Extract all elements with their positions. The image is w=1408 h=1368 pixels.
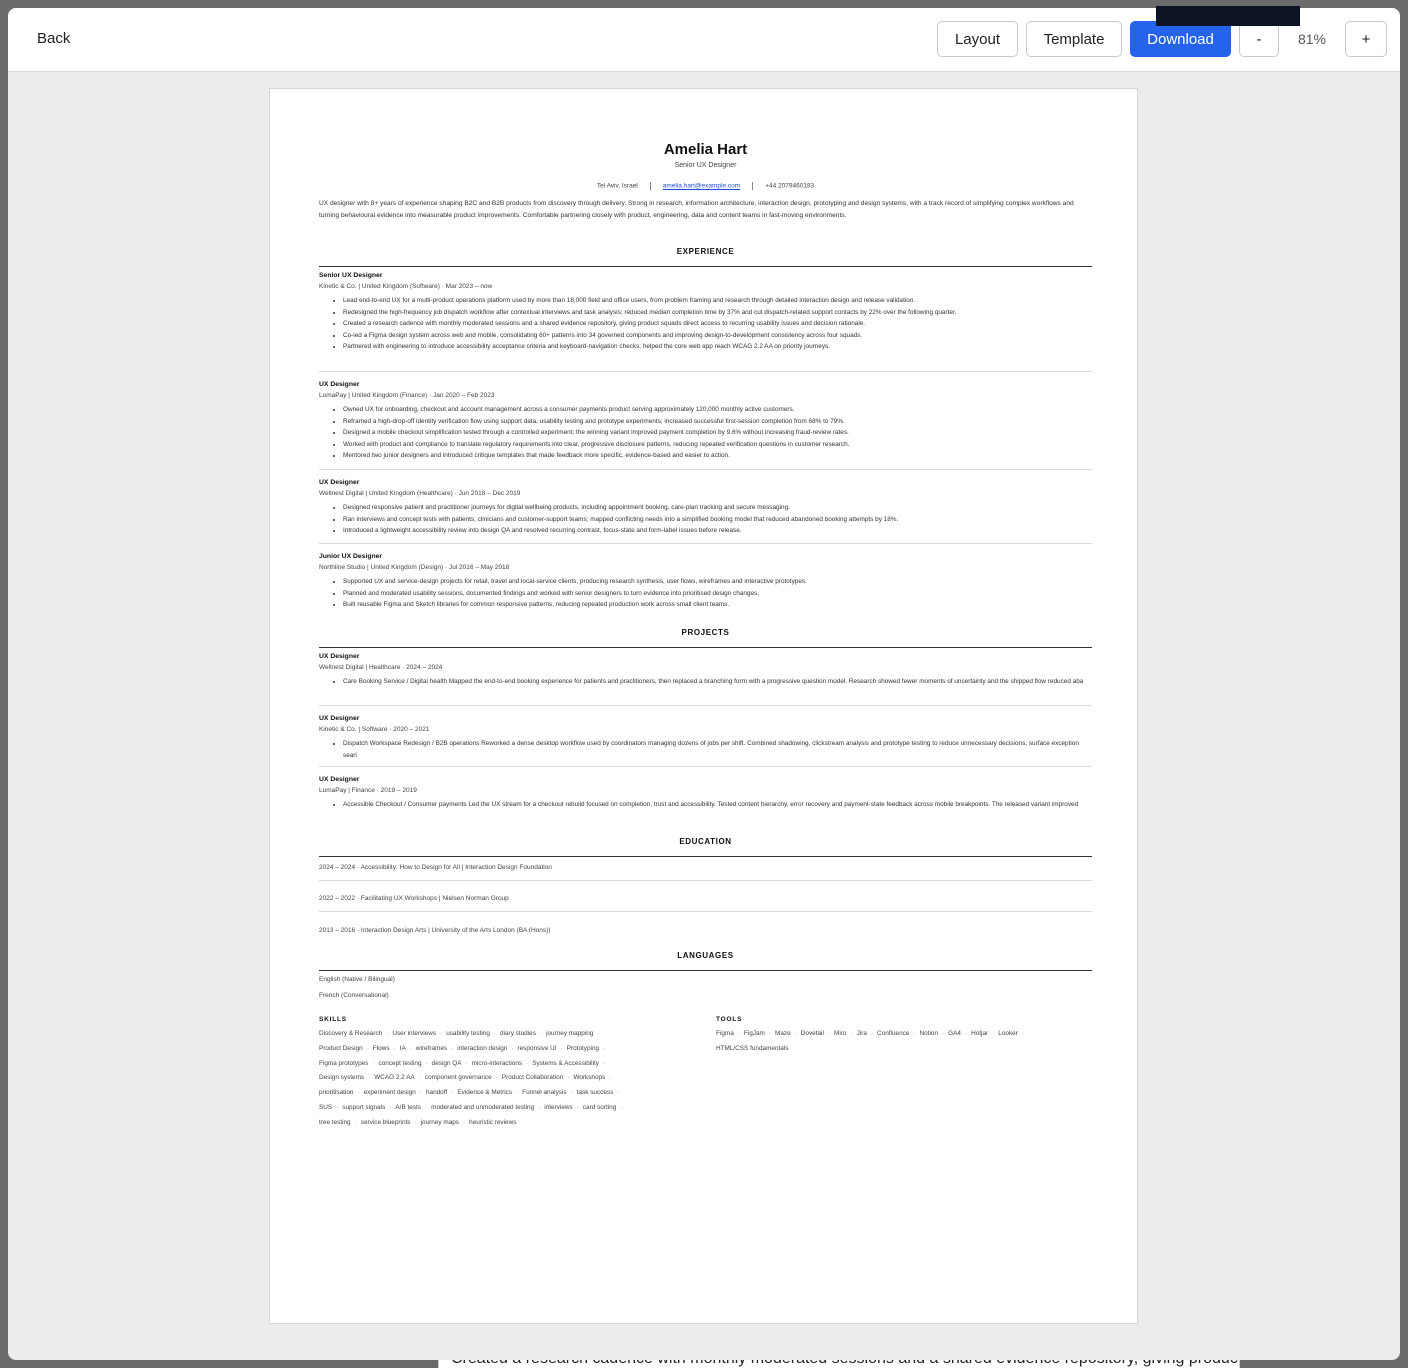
separator-dot: · xyxy=(451,1044,454,1052)
skill-item: Flows xyxy=(372,1044,390,1052)
language-item: French (Conversational) xyxy=(319,992,389,999)
bullet: • Partnered with engineering to introduce accessibility acceptance criteria and keyboard-navigation checks; helped the core web app reach WCAG 2.2 AA on priority journeys. xyxy=(343,341,1092,353)
zoom-out-button[interactable]: - xyxy=(1239,21,1279,57)
separator-dot: · xyxy=(366,1044,369,1052)
entry-divider xyxy=(319,766,1092,767)
skill-item: Discovery & Research xyxy=(319,1030,383,1037)
entry-bullets xyxy=(319,676,1092,688)
back-button[interactable]: Back xyxy=(37,30,71,47)
skill-item: Looker xyxy=(998,1030,1018,1037)
education-item: 2022 – 2022 · Facilitating UX Workshops | Nielsen Norman Group xyxy=(319,895,509,902)
skill-item: SUS xyxy=(319,1103,333,1111)
separator-dot: · xyxy=(538,1103,541,1111)
skill-item: moderated and unmoderated testing xyxy=(431,1103,535,1111)
contact-divider xyxy=(752,182,753,190)
separator-dot: · xyxy=(870,1030,874,1037)
skill-item: User interviews xyxy=(392,1030,437,1037)
skills-line xyxy=(319,1071,699,1086)
bullet: • Worked with product and compliance to translate regulatory requirements into clear, progressive disclosure patterns, reducing repeated verification questions in customer research. xyxy=(343,439,1092,451)
skill-item: card sorting xyxy=(582,1103,617,1111)
tools-list xyxy=(716,1027,1092,1057)
bullet: • Lead end-to-end UX for a multi-product operations platform used by more than 18,000 field and office users, from problem framing and research through detailed interaction design and release validation. xyxy=(343,295,1092,307)
separator-dot: · xyxy=(609,1074,612,1082)
separator-dot: · xyxy=(768,1030,771,1037)
entry-bullets xyxy=(319,404,1092,462)
skill-item: interaction design xyxy=(457,1044,508,1052)
project-entry xyxy=(319,713,1092,761)
languages-rule xyxy=(319,970,1092,971)
skill-item: HTML/CSS fundamentals xyxy=(716,1044,789,1052)
preview-modal xyxy=(8,8,1400,1360)
separator-dot: · xyxy=(617,1089,620,1097)
entry-meta: Wellnest Digital | Healthcare · 2024 – 2024 xyxy=(319,664,443,671)
skill-item: interviews xyxy=(544,1103,573,1111)
separator-dot: · xyxy=(964,1030,968,1037)
languages-heading: LANGUAGES xyxy=(677,951,734,960)
project-entry xyxy=(319,651,1092,688)
projects-rule xyxy=(319,647,1092,648)
skill-item: service blueprints xyxy=(360,1118,411,1126)
skills-line xyxy=(319,1057,699,1072)
experience-rule xyxy=(319,266,1092,267)
entry-meta: Kinetic & Co. | United Kingdom (Software) · Mar 2023 – now xyxy=(319,283,493,290)
skills-line xyxy=(319,1086,699,1101)
entry-divider xyxy=(319,543,1092,544)
separator-dot: · xyxy=(576,1103,579,1111)
experience-entry xyxy=(319,477,1092,537)
skill-item: Prototyping xyxy=(566,1044,600,1052)
skill-item: journey maps xyxy=(420,1118,460,1126)
contact-line xyxy=(319,182,1092,190)
separator-dot: · xyxy=(451,1089,454,1097)
contact-location: Tel Aviv, Israel xyxy=(596,182,638,190)
entry-meta: LumaPay | United Kingdom (Finance) · Jan 2020 – Feb 2023 xyxy=(319,392,495,399)
entry-title: Senior UX Designer xyxy=(319,272,383,279)
separator-dot: · xyxy=(603,1044,606,1052)
skill-item: component governance xyxy=(424,1074,492,1082)
skill-item: IA xyxy=(399,1044,406,1052)
entry-bullets xyxy=(319,738,1092,761)
bullet: • Co-led a Figma design system across web and mobile, consolidating 60+ patterns into 34 governed components and improving design-to-development consistency across four squads. xyxy=(343,330,1092,342)
separator-dot: · xyxy=(560,1044,563,1052)
skill-item: wireframes xyxy=(415,1044,448,1052)
skill-item: Systems & Accessibility xyxy=(532,1059,599,1067)
skill-item: FigJam xyxy=(743,1030,765,1037)
skill-item: heuristic reviews xyxy=(469,1118,517,1126)
skill-item: journey mapping xyxy=(546,1030,594,1037)
bullet: • Planned and moderated usability sessions, documented findings and worked with senior designers to turn evidence into prioritised design changes. xyxy=(343,588,1092,600)
entry-divider xyxy=(319,705,1092,706)
bullet: • Redesigned the high-frequency job dispatch workflow after contextual interviews and task analysis; reduced median completion time by 37% and cut dispatch-related support contacts by 22% over the following quarter. xyxy=(343,307,1092,319)
entry-divider xyxy=(319,880,1092,881)
bullet: • Accessible Checkout / Consumer payments Led the UX stream for a checkout rebuild focused on completion, trust and accessibility. Tested content hierarchy, error recovery and payment-state feedback across mobile breakpoints. The released variant improved xyxy=(343,799,1092,811)
bullet: • Designed responsive patient and practitioner journeys for digital wellbeing products, including appointment booking, care-plan tracking and secure messaging. xyxy=(343,502,1092,514)
entry-divider xyxy=(319,911,1092,912)
bullet: • Mentored two junior designers and introduced critique templates that made feedback more specific, evidence-based and easier to action. xyxy=(343,450,1092,462)
bullet: • Reframed a high-drop-off identity verification flow using support data, usability testing and prototype experiments; increased successful first-session completion from 68% to 79%. xyxy=(343,416,1092,428)
separator-dot: · xyxy=(463,1118,466,1126)
entry-meta: LumaPay | Finance · 2019 – 2019 xyxy=(319,787,417,794)
skill-item: Notion xyxy=(919,1030,939,1037)
skills-line xyxy=(319,1101,699,1116)
separator-dot: · xyxy=(539,1030,543,1037)
separator-dot: · xyxy=(389,1103,392,1111)
skill-item: GA4 xyxy=(948,1030,961,1037)
skills-line xyxy=(716,1042,1092,1057)
skill-item: usability testing xyxy=(446,1030,490,1037)
entry-bullets xyxy=(319,799,1092,811)
separator-dot: · xyxy=(567,1074,570,1082)
project-entry xyxy=(319,774,1092,811)
contact-phone: +44 2079460183 xyxy=(765,182,815,190)
separator-dot: · xyxy=(336,1103,339,1111)
entry-meta: Kinetic & Co. | Software · 2020 – 2021 xyxy=(319,726,430,733)
skills-line xyxy=(319,1116,699,1131)
bullet: • Created a research cadence with monthly moderated sessions and a shared evidence repository, giving product squads direct access to recurring usability issues and decision rationale. xyxy=(343,318,1092,330)
education-rule xyxy=(319,856,1092,857)
entry-title: UX Designer xyxy=(319,479,360,486)
skill-item: Product Collaboration xyxy=(501,1074,564,1082)
skill-item: Confluence xyxy=(877,1030,910,1037)
bullet: • Introduced a lightweight accessibility review into design QA and resolved recurring contrast, focus-state and form-label issues before release. xyxy=(343,525,1092,537)
skill-item: design QA xyxy=(431,1059,462,1067)
separator-dot: · xyxy=(465,1059,468,1067)
zoom-level: 81% xyxy=(1297,31,1327,47)
skill-item: Funnel analysis xyxy=(522,1089,567,1097)
contact-divider xyxy=(650,182,651,190)
entry-title: Junior UX Designer xyxy=(319,553,383,560)
separator-dot: · xyxy=(357,1089,360,1097)
skill-item: Figma xyxy=(716,1030,734,1037)
skill-item: task success xyxy=(576,1089,614,1097)
skill-item: Workshops xyxy=(573,1074,606,1082)
entry-divider xyxy=(319,469,1092,470)
entry-meta: Wellnest Digital | United Kingdom (Healthcare) · Jun 2018 – Dec 2019 xyxy=(319,490,521,497)
separator-dot: · xyxy=(372,1059,375,1067)
skills-line xyxy=(319,1042,699,1057)
separator-dot: · xyxy=(511,1044,514,1052)
separator-dot: · xyxy=(393,1044,396,1052)
entry-title: UX Designer xyxy=(319,776,360,783)
skills-list xyxy=(319,1027,699,1131)
entry-meta: Northline Studio | United Kingdom (Design) · Jul 2016 – May 2018 xyxy=(319,564,510,571)
resume-role: Senior UX Designer xyxy=(674,162,737,169)
bullet: • Designed a mobile checkout simplification tested through a controlled experiment; the winning variant improved payment completion by 9.6% without increasing fraud-review rates. xyxy=(343,427,1092,439)
separator-dot: · xyxy=(526,1059,529,1067)
entry-title: UX Designer xyxy=(319,715,360,722)
experience-entry xyxy=(319,551,1092,611)
skill-item: Jira xyxy=(856,1030,867,1037)
contact-email[interactable]: amelia.hart@example.com xyxy=(662,182,741,190)
separator-dot: · xyxy=(495,1074,498,1082)
entry-title: UX Designer xyxy=(319,381,360,388)
skill-item: diary studies xyxy=(500,1030,536,1037)
separator-dot: · xyxy=(368,1074,371,1082)
education-heading: EDUCATION xyxy=(679,837,732,846)
separator-dot: · xyxy=(516,1089,519,1097)
experience-entry xyxy=(319,379,1092,462)
separator-dot: · xyxy=(418,1074,421,1082)
resume-page xyxy=(269,88,1138,1324)
skill-item: concept testing xyxy=(378,1059,422,1067)
tools-heading: TOOLS xyxy=(716,1016,743,1023)
skill-item: Design systems xyxy=(319,1074,365,1082)
bullet: • Care Booking Service / Digital health Mapped the end-to-end booking experience for patients and practitioners, then replaced a branching form with a progressive question model. Research showed fewer moments of uncertainty and the shipped flow reduced aba xyxy=(343,676,1092,688)
separator-dot: · xyxy=(620,1103,623,1111)
skill-item: A/B tests xyxy=(395,1103,421,1111)
separator-dot: · xyxy=(386,1030,389,1037)
separator-dot: · xyxy=(425,1059,428,1067)
entry-divider xyxy=(319,371,1092,372)
skill-item: prioritisation xyxy=(319,1089,354,1097)
skill-item: micro-interactions xyxy=(471,1059,523,1067)
skill-item: Evidence & Metrics xyxy=(457,1089,513,1097)
skill-item: Maze xyxy=(775,1030,791,1037)
skill-item: tree testing xyxy=(319,1118,351,1126)
separator-dot: · xyxy=(992,1030,995,1037)
separator-dot: · xyxy=(794,1030,797,1037)
skills-heading: SKILLS xyxy=(319,1016,347,1023)
entry-bullets xyxy=(319,295,1092,353)
separator-dot: · xyxy=(737,1030,740,1037)
skill-item: Figma prototypes xyxy=(319,1059,369,1067)
bullet: • Owned UX for onboarding, checkout and account management across a consumer payments product serving approximately 120,000 monthly active customers. xyxy=(343,404,1092,416)
skill-item: handoff xyxy=(425,1089,448,1097)
separator-dot: · xyxy=(602,1059,606,1067)
skill-item: Miro xyxy=(834,1030,847,1037)
language-item: English (Native / Bilingual) xyxy=(319,976,395,983)
entry-bullets xyxy=(319,576,1092,611)
separator-dot: · xyxy=(827,1030,831,1037)
template-button[interactable]: Template xyxy=(1026,21,1122,57)
separator-dot: · xyxy=(570,1089,573,1097)
layout-button[interactable]: Layout xyxy=(937,21,1018,57)
separator-dot: · xyxy=(850,1030,853,1037)
separator-dot: · xyxy=(597,1030,600,1037)
bullet: • Ran interviews and concept tests with patients, clinicians and customer-support teams; mapped conflicting needs into a simplified booking model that reduced abandoned booking attempts by 18%. xyxy=(343,514,1092,526)
bullet: • Built reusable Figma and Sketch libraries for common responsive patterns, reducing repeated production work across small client teams. xyxy=(343,599,1092,611)
skills-line xyxy=(319,1027,699,1042)
skill-item: support signals xyxy=(342,1103,386,1111)
projects-heading: PROJECTS xyxy=(681,628,730,637)
separator-dot: · xyxy=(440,1030,443,1037)
education-item: 2024 – 2024 · Accessibility: How to Design for All | Interaction Design Foundation xyxy=(319,864,552,871)
skill-item: Hotjar xyxy=(971,1030,989,1037)
skill-item: responsive UI xyxy=(517,1044,557,1052)
skill-item: experiment design xyxy=(363,1089,416,1097)
separator-dot: · xyxy=(354,1118,357,1126)
resume-name: Amelia Hart xyxy=(663,141,748,158)
skill-item: Dovetail xyxy=(800,1030,824,1037)
separator-dot: · xyxy=(913,1030,916,1037)
skills-line xyxy=(716,1027,1092,1042)
zoom-in-button[interactable]: + xyxy=(1345,21,1387,57)
separator-dot: · xyxy=(1021,1030,1024,1037)
separator-dot: · xyxy=(493,1030,497,1037)
entry-title: UX Designer xyxy=(319,653,360,660)
skill-item: WCAG 2.2 AA xyxy=(374,1074,415,1082)
experience-entry xyxy=(319,270,1092,353)
separator-dot: · xyxy=(424,1103,428,1111)
background-dark-block xyxy=(1156,6,1300,26)
download-button[interactable]: Download xyxy=(1130,21,1231,57)
separator-dot: · xyxy=(942,1030,945,1037)
bullet: • Supported UX and service-design projects for retail, travel and local-service clients, producing research synthesis, user flows, wireframes and interactive prototypes. xyxy=(343,576,1092,588)
entry-bullets xyxy=(319,502,1092,537)
experience-heading: EXPERIENCE xyxy=(676,247,735,256)
bullet: • Dispatch Workspace Redesign / B2B operations Reworked a dense desktop workflow used by coordinators managing dozens of jobs per shift. Combined shadowing, clickstream analysis and prototype testing to reduce unnecessary decisions, surface exception seari xyxy=(343,738,1092,761)
separator-dot: · xyxy=(409,1044,412,1052)
resume-summary: UX designer with 8+ years of experience shaping B2C and B2B products from discovery through delivery. Strong in research, information architecture, interaction design, prototyping and design systems, with a track record of simplifying complex workflows and turning behavioural evidence into measurable product improvements. Comfortable partnering closely with product, engineering, data and content teams in fast-moving environments. xyxy=(319,200,1074,219)
skill-item: Product Design xyxy=(319,1044,363,1052)
separator-dot: · xyxy=(419,1089,422,1097)
education-item: 2013 – 2016 · Interaction Design Arts | University of the Arts London (BA (Hons)) xyxy=(319,927,551,934)
separator-dot: · xyxy=(414,1118,417,1126)
